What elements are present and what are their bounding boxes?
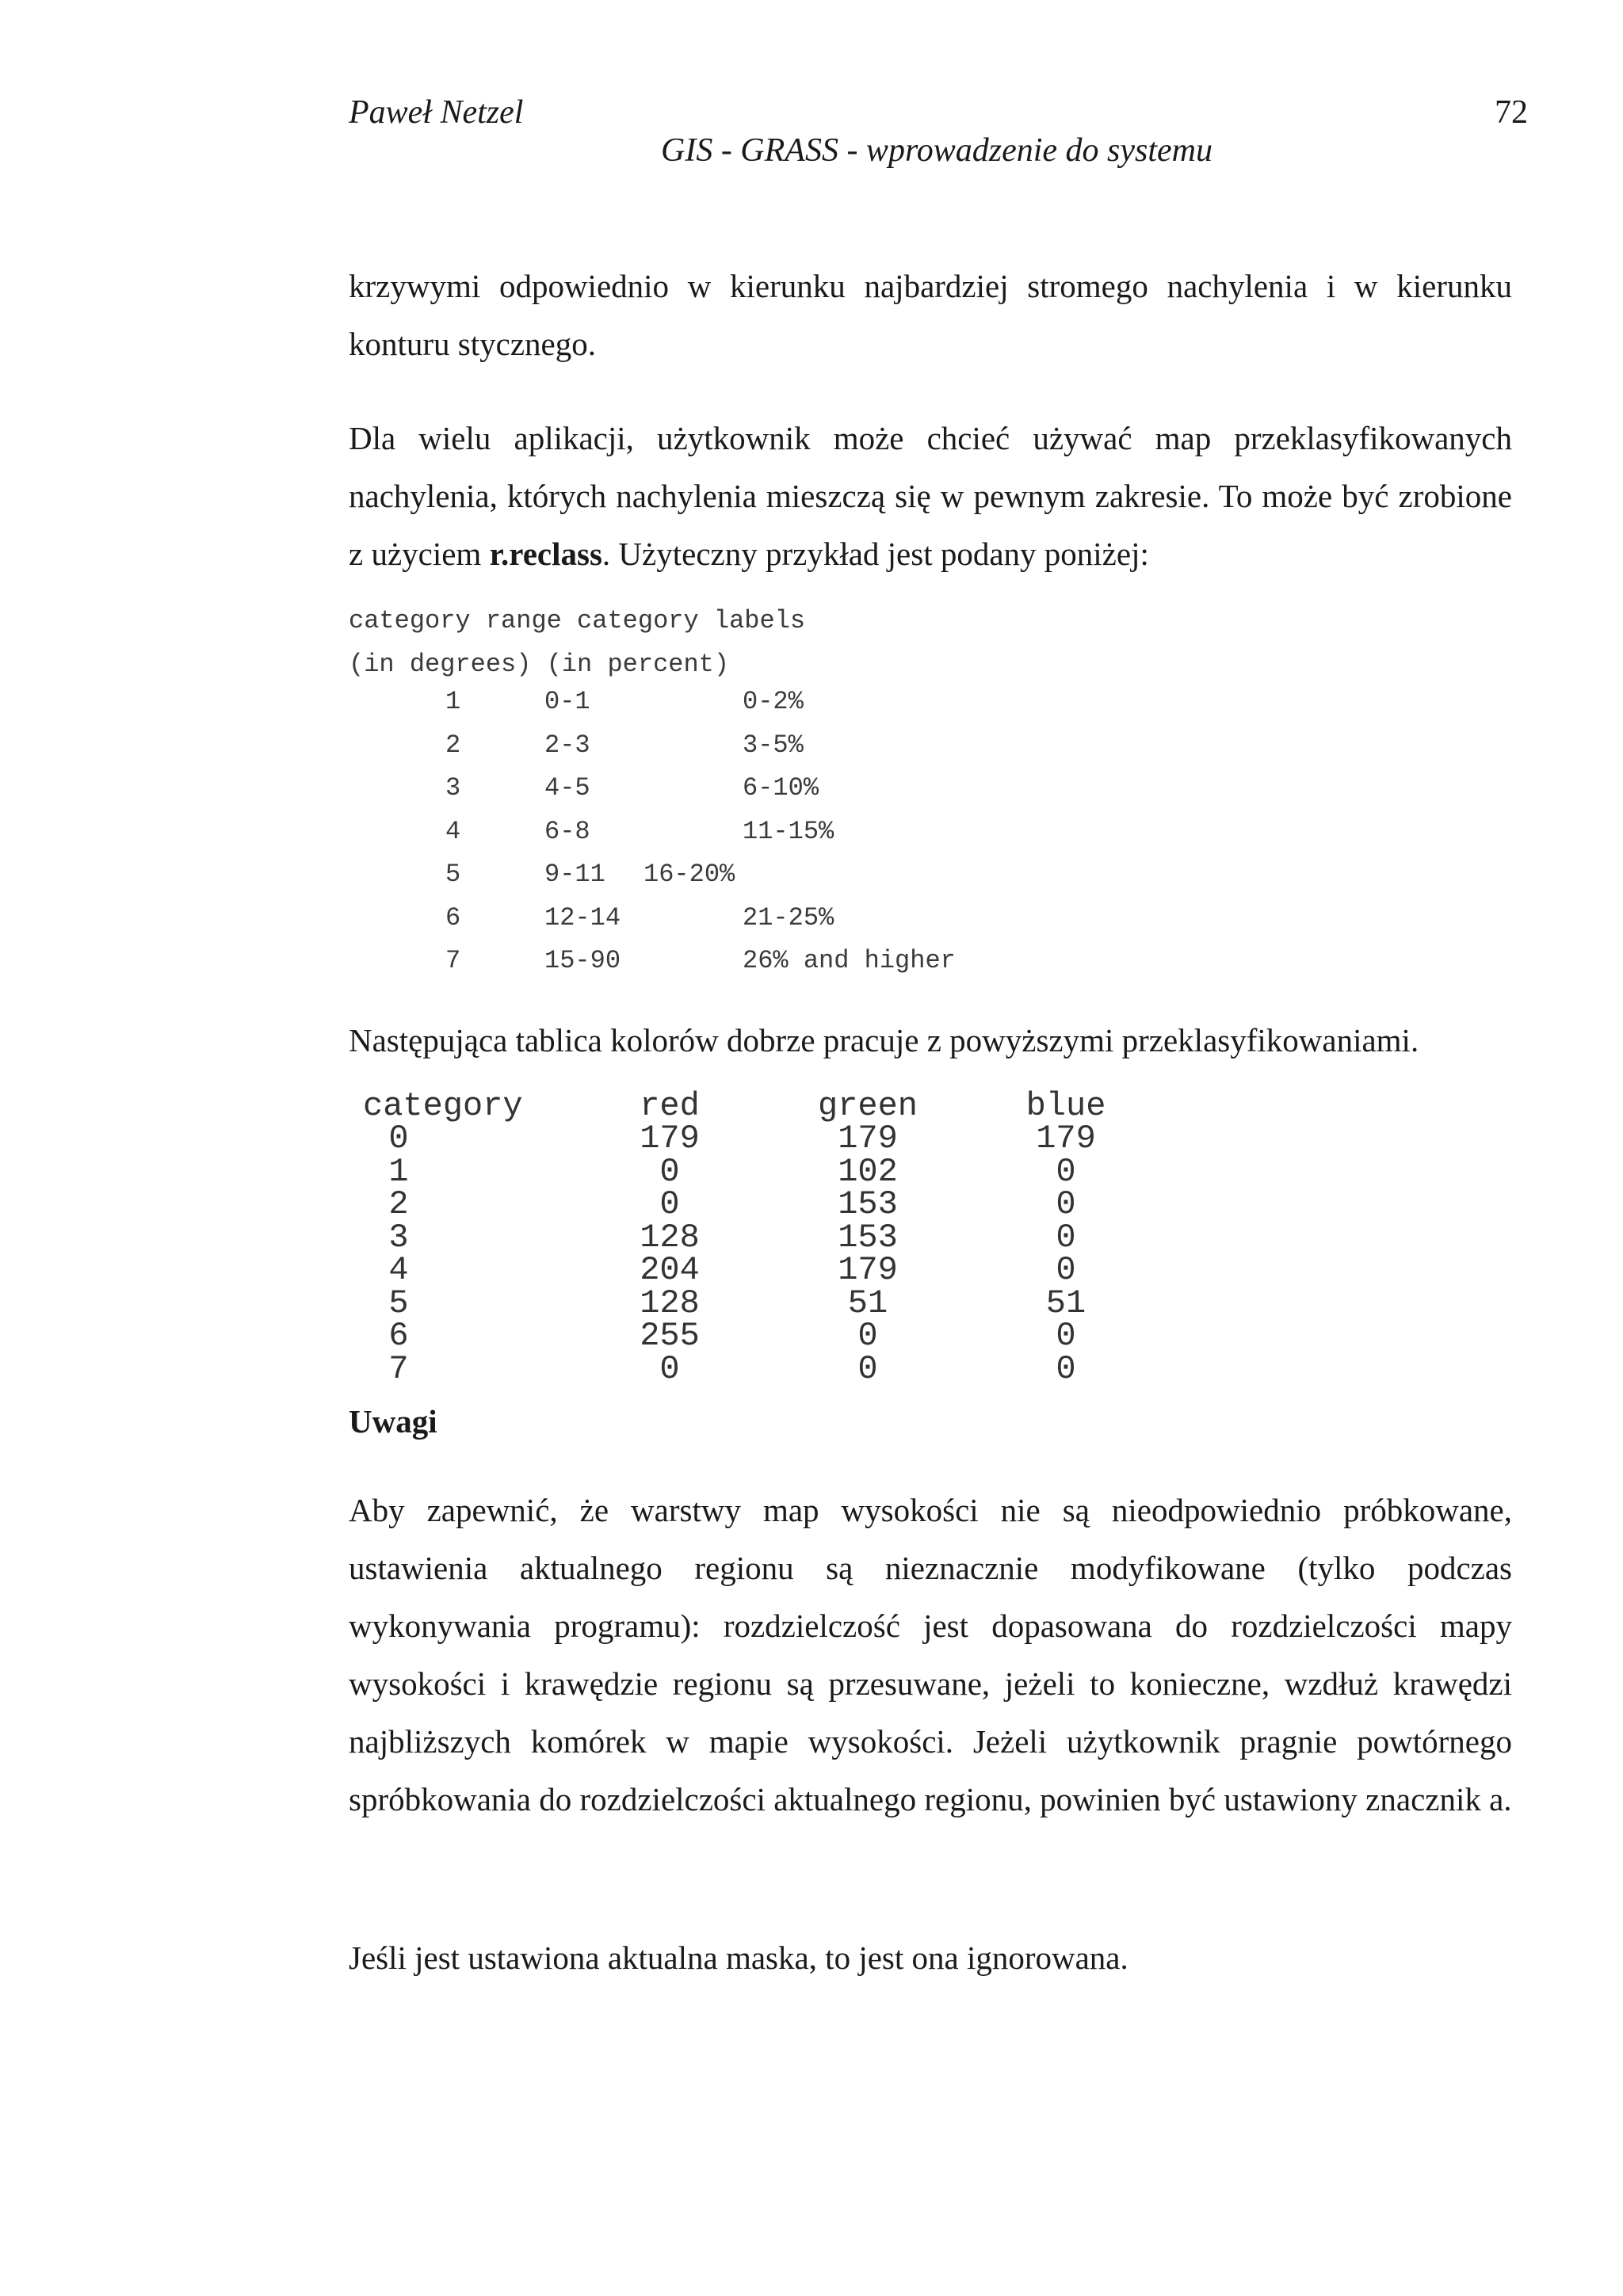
reclass-category: 4: [445, 816, 461, 846]
reclass-degrees: 9-11: [544, 860, 605, 889]
category-cell: 2: [388, 1185, 409, 1223]
red-cell: 0: [659, 1185, 680, 1223]
reclass-percent: 21-25%: [743, 902, 834, 933]
reclass-percent: 0-2%: [743, 687, 804, 716]
green-cell: 0: [857, 1317, 878, 1355]
paragraph-notes: Aby zapewnić, że warstwy map wysokości nie są nieodpowiednio próbkowane, ustawienia aktualnego regionu są nieznacznie modyfikowane (tylko podczas wykonywania programu): rozdzielczość jest dopasowana do rozdzielczości mapy wysokości i krawędzie regionu są przesuwane, jeżeli to konieczne, wzdłuż krawędzi najbliższych komórek w mapie wysokości. Jeżeli użytkownik pragnie powtórnego spróbkowania do rozdzielczości aktualnego regionu, powinien być ustawiony znacznik a.: [349, 1492, 1512, 1817]
table-row: [349, 1152, 1220, 1191]
blue-cell: 0: [1056, 1152, 1076, 1191]
paragraph-text: Dla wielu aplikacji, użytkownik może chcieć używać map przeklasyfikowanych nachylenia, których nachylenia mieszczą się w pewnym zakresie. To może być zrobione z użyciem: [349, 420, 1512, 572]
table-row: [349, 1119, 1220, 1158]
reclass-category: 6: [445, 902, 461, 933]
reclass-category: 5: [445, 860, 461, 889]
reclass-degrees: 0-1: [544, 687, 590, 716]
paragraph-color-intro: Następująca tablica kolorów dobrze pracuje z powyższymi przeklasyfikowaniami.: [349, 1022, 1419, 1058]
blue-cell: 0: [1056, 1251, 1076, 1289]
category-cell: 1: [388, 1152, 409, 1191]
table-row: [349, 1218, 1220, 1257]
table-row: [349, 1283, 1220, 1322]
blue-cell: 0: [1056, 1185, 1076, 1223]
reclass-degrees: 6-8: [544, 816, 590, 846]
green-cell: 153: [838, 1185, 898, 1223]
red-cell: 204: [640, 1251, 700, 1289]
reclass-category: 7: [445, 946, 461, 975]
red-cell: 128: [640, 1283, 700, 1322]
table-row: [349, 1185, 1220, 1223]
reclass-degrees: 4-5: [544, 773, 590, 803]
blue-cell: 51: [1045, 1283, 1086, 1322]
green-cell: 179: [838, 1251, 898, 1289]
green-cell: 153: [838, 1218, 898, 1257]
column-header: category: [363, 1087, 523, 1125]
blue-cell: 0: [1056, 1349, 1076, 1388]
reclass-percent: 11-15%: [743, 816, 834, 846]
red-cell: 128: [640, 1218, 700, 1257]
green-cell: 102: [838, 1152, 898, 1191]
column-header: green: [817, 1087, 918, 1125]
reclass-degrees: 2-3: [544, 730, 590, 760]
command-name: r.reclass: [489, 536, 602, 572]
blue-cell: 179: [1036, 1119, 1096, 1158]
red-cell: 0: [659, 1349, 680, 1388]
red-cell: 0: [659, 1152, 680, 1191]
green-cell: 0: [857, 1349, 878, 1388]
book-title: GIS - GRASS - wprowadzenie do systemu: [661, 132, 1213, 169]
category-cell: 5: [388, 1283, 409, 1322]
paragraph-mask: Jeśli jest ustawiona aktualna maska, to jest ona ignorowana.: [349, 1939, 1128, 1976]
reclass-degrees: 15-90: [544, 946, 621, 975]
page-author: Paweł Netzel: [349, 94, 524, 131]
reclass-percent: 6-10%: [743, 773, 819, 803]
paragraph-reclass: [349, 410, 1512, 583]
reclass-category: 1: [445, 687, 461, 716]
category-cell: 3: [388, 1218, 409, 1257]
reclass-percent: 26% and higher: [743, 946, 956, 975]
category-cell: 4: [388, 1251, 409, 1289]
reclass-header: category range category labels: [349, 606, 806, 635]
category-cell: 6: [388, 1317, 409, 1355]
column-header: red: [640, 1087, 700, 1125]
blue-cell: 0: [1056, 1317, 1076, 1355]
red-cell: 255: [640, 1317, 700, 1355]
category-cell: 7: [388, 1349, 409, 1388]
blue-cell: 0: [1056, 1218, 1076, 1257]
paragraph-intro: krzywymi odpowiednio w kierunku najbardziej stromego nachylenia i w kierunku konturu stycznego.: [349, 268, 1512, 362]
red-cell: 179: [640, 1119, 700, 1158]
paragraph-text: . Użyteczny przykład jest podany poniżej:: [601, 536, 1149, 572]
reclass-category: 2: [445, 730, 461, 760]
reclass-degrees: 12-14: [544, 902, 621, 933]
reclass-header: (in degrees) (in percent): [349, 650, 730, 679]
reclass-percent: 3-5%: [743, 730, 804, 760]
green-cell: 51: [847, 1283, 888, 1322]
green-cell: 179: [838, 1119, 898, 1158]
reclass-category: 3: [445, 773, 461, 803]
table-row: [349, 1251, 1220, 1289]
reclass-percent: 16-20%: [643, 860, 735, 889]
table-row: [349, 1349, 1220, 1388]
category-cell: 0: [388, 1119, 409, 1158]
section-heading: Uwagi: [349, 1403, 437, 1440]
column-header: blue: [1025, 1087, 1106, 1125]
table-row: [349, 1317, 1220, 1355]
page-number: 72: [1495, 94, 1528, 131]
